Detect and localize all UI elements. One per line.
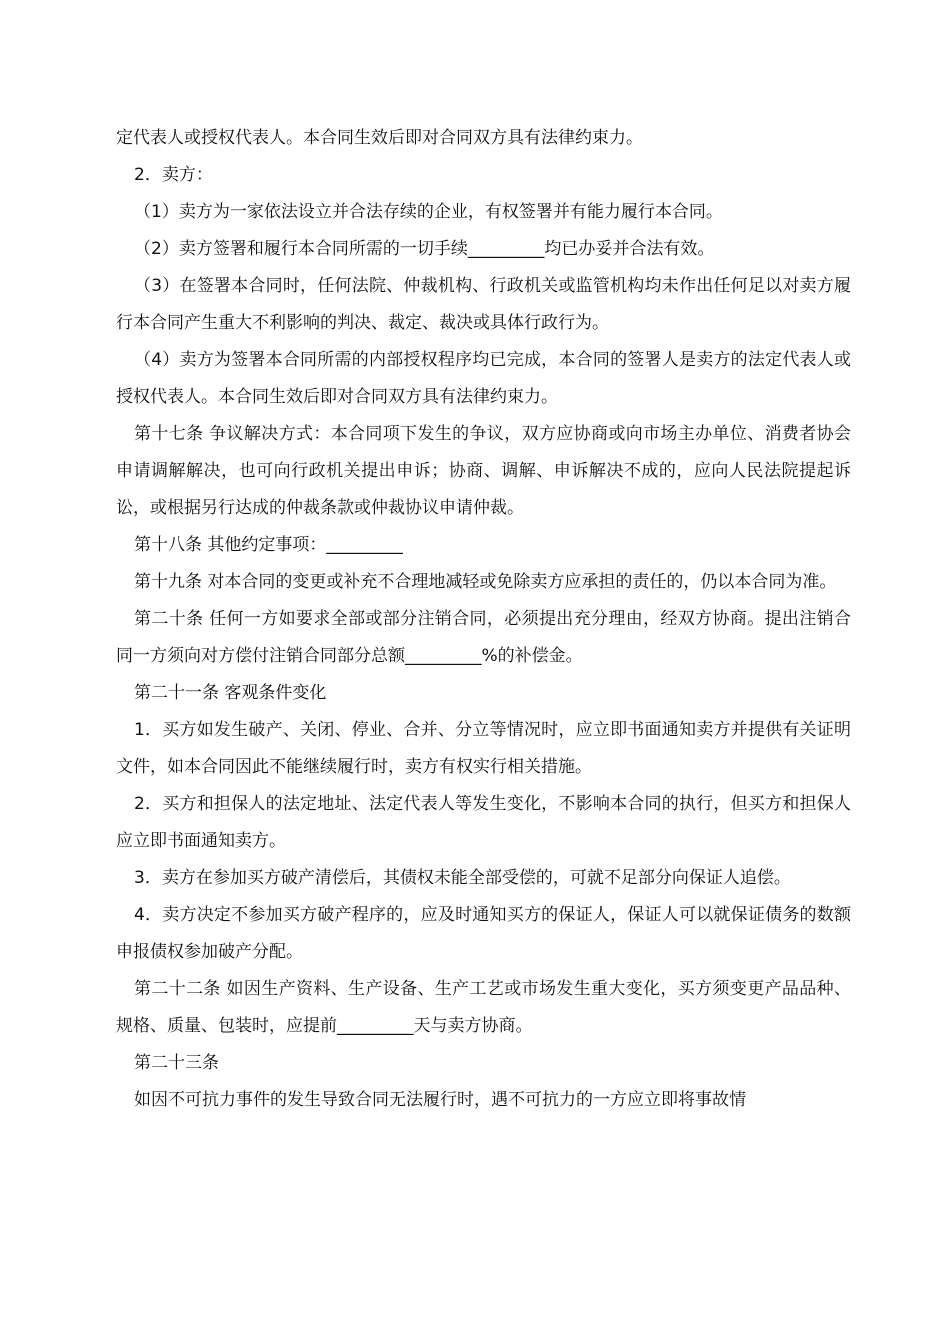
paragraph-14: 3．卖方在参加买方破产清偿后，其债权未能全部受偿的，可就不足部分向保证人追偿。 <box>134 868 791 888</box>
paragraph-2: 2．卖方： <box>134 165 213 185</box>
paragraph-7: 第十七条 争议解决方式：本合同项下发生的争议，双方应协商或向市场主办单位、消费者协会申请调解解决，也可向行政机关提出申诉；协商、调解、申诉解决不成的，应向人民法院提起诉讼，或根据另行达成的仲裁条款或仲裁协议申请仲裁。 <box>116 424 851 518</box>
paragraph-16: 第二十二条 如因生产资料、生产设备、生产工艺或市场发生重大变化，买方须变更产品品种、规格、质量、包装时，应提前_________天与卖方协商。 <box>116 979 851 1036</box>
paragraph-18: 如因不可抗力事件的发生导致合同无法履行时，遇不可抗力的一方应立即将事故情 <box>134 1090 746 1110</box>
paragraph-9: 第十九条 对本合同的变更或补充不合理地减轻或免除卖方应承担的责任的，仍以本合同为准。 <box>134 572 837 592</box>
paragraph-12: 1．买方如发生破产、关闭、停业、合并、分立等情况时，应立即书面通知卖方并提供有关证明文件，如本合同因此不能继续履行时，卖方有权实行相关措施。 <box>116 720 851 777</box>
paragraph-17: 第二十三条 <box>134 1053 219 1073</box>
document-body <box>116 120 851 1119</box>
paragraph-1: 定代表人或授权代表人。本合同生效后即对合同双方具有法律约束力。 <box>116 128 643 148</box>
paragraph-11: 第二十一条 客观条件变化 <box>134 683 327 703</box>
paragraph-6: （4）卖方为签署本合同所需的内部授权程序均已完成，本合同的签署人是卖方的法定代表人或授权代表人。本合同生效后即对合同双方具有法律约束力。 <box>116 350 851 407</box>
paragraph-8: 第十八条 其他约定事项：_________ <box>134 535 403 555</box>
paragraph-4: （2）卖方签署和履行本合同所需的一切手续_________均已办妥并合法有效。 <box>134 239 715 259</box>
paragraph-13: 2．买方和担保人的法定地址、法定代表人等发生变化，不影响本合同的执行，但买方和担保人应立即书面通知卖方。 <box>116 794 851 851</box>
paragraph-10: 第二十条 任何一方如要求全部或部分注销合同，必须提出充分理由，经双方协商。提出注销合同一方须向对方偿付注销合同部分总额_________%的补偿金。 <box>116 609 851 666</box>
paragraph-5: （3）在签署本合同时，任何法院、仲裁机构、行政机关或监管机构均未作出任何足以对卖方履行本合同产生重大不利影响的判决、裁定、裁决或具体行政行为。 <box>116 276 851 333</box>
paragraph-3: （1）卖方为一家依法设立并合法存续的企业，有权签署并有能力履行本合同。 <box>134 202 723 222</box>
paragraph-15: 4．卖方决定不参加买方破产程序的，应及时通知买方的保证人，保证人可以就保证债务的数额申报债权参加破产分配。 <box>116 905 851 962</box>
